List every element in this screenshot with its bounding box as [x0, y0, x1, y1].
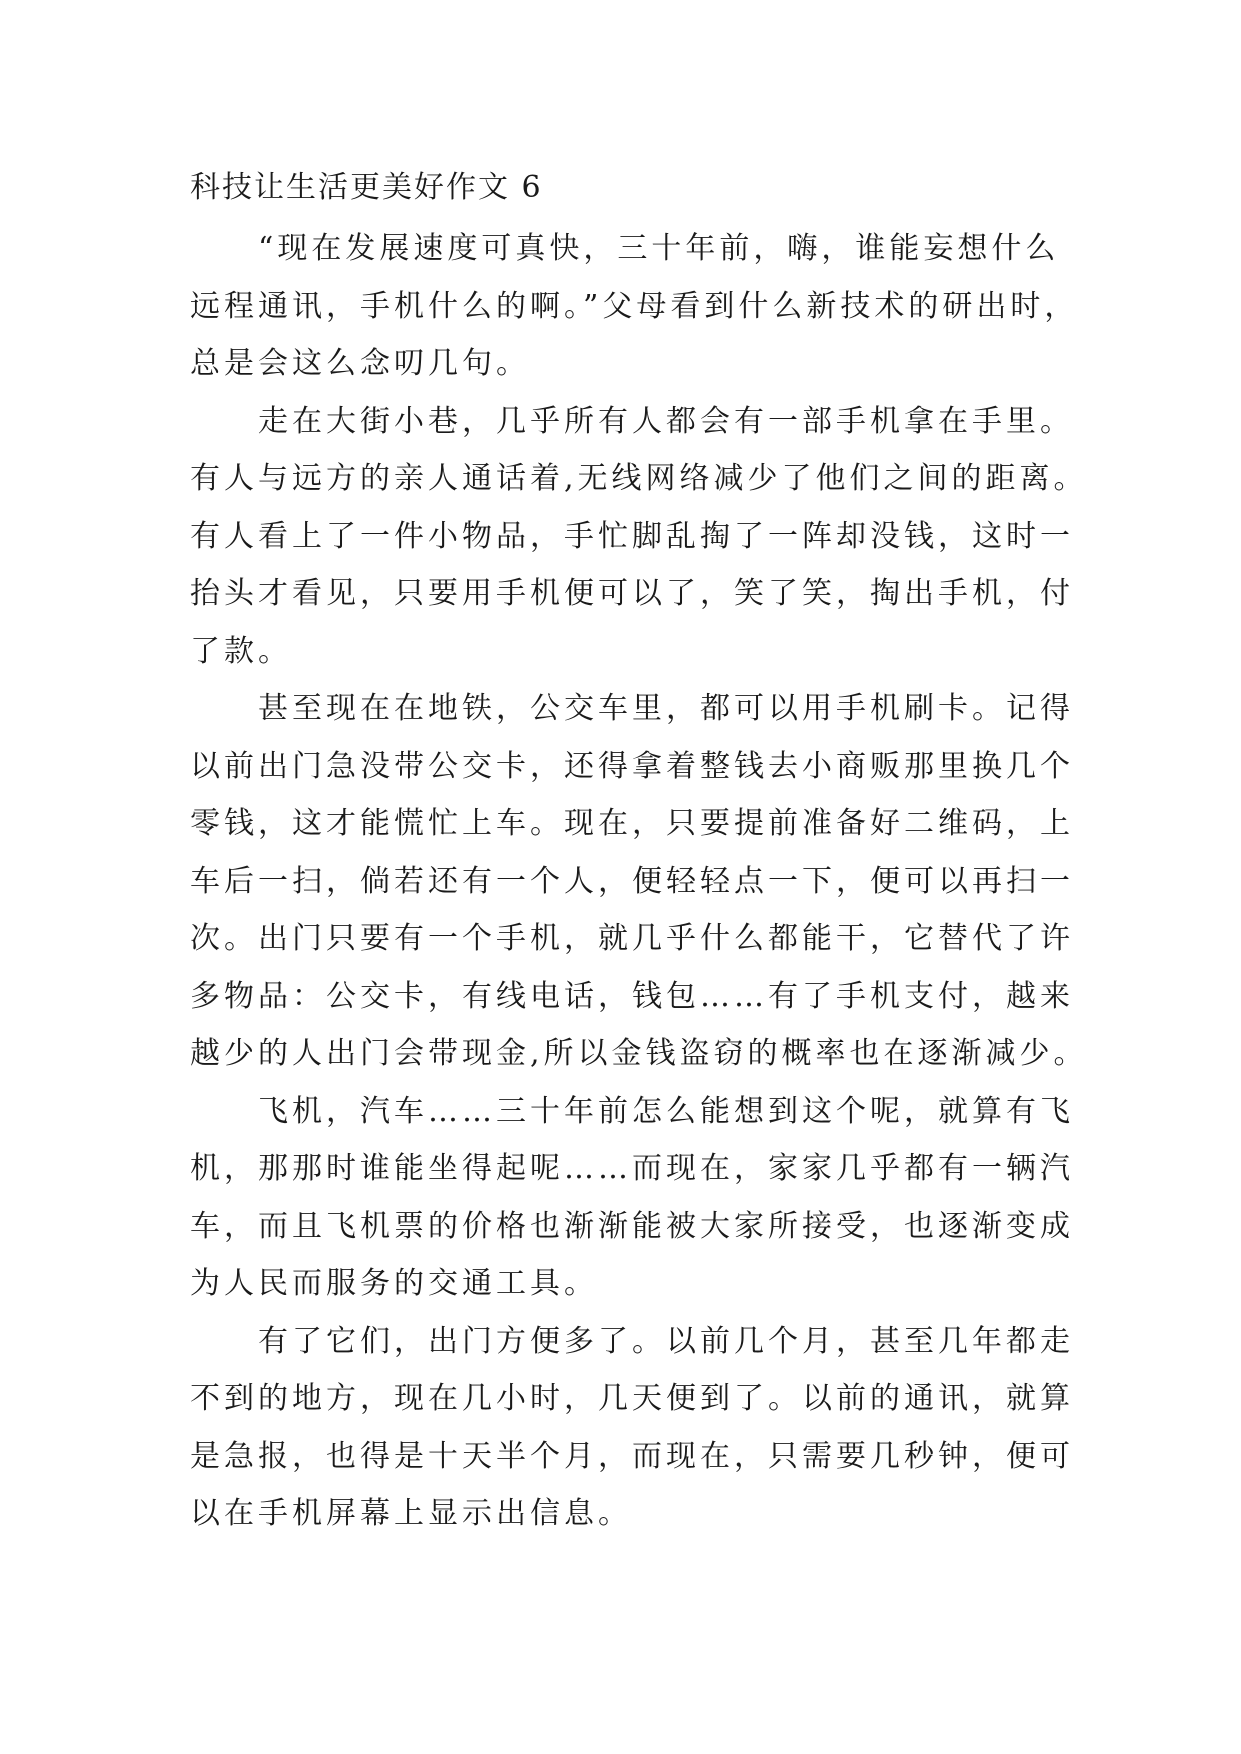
paragraph-line: 不到的地方，现在几小时，几天便到了。以前的通讯，就算 — [190, 1381, 1074, 1416]
paragraph-line: 有人看上了一件小物品，手忙脚乱掏了一阵却没钱，这时一 — [190, 518, 1074, 554]
paragraph-line: 以前出门急没带公交卡，还得拿着整钱去小商贩那里换几个 — [190, 748, 1074, 784]
paragraph-line: 次。出门只要有一个手机，就几乎什么都能干，它替代了许 — [190, 921, 1074, 956]
paragraph-line: 走在大街小巷，几乎所有人都会有一部手机拿在手里。 — [258, 403, 1074, 439]
paragraph-line: 了款。 — [190, 633, 292, 669]
paragraph-1 — [190, 220, 1079, 393]
paragraph-line: 抬头才看见，只要用手机便可以了，笑了笑，掏出手机，付 — [190, 576, 1074, 611]
paragraph-line: 有人与远方的亲人通话着,无线网络减少了他们之间的距离。 — [190, 461, 1088, 496]
paragraph-line: 机，那那时谁能坐得起呢……而现在，家家几乎都有一辆汽 — [190, 1151, 1074, 1186]
paragraph-line: 飞机，汽车……三十年前怎么能想到这个呢，就算有飞 — [258, 1093, 1074, 1129]
paragraph-line: 为人民而服务的交通工具。 — [190, 1266, 598, 1301]
paragraph-line: 总是会这么念叨几句。 — [190, 346, 530, 381]
paragraph-4 — [190, 1083, 1074, 1313]
paragraph-5 — [190, 1313, 1074, 1543]
paragraph-line: 车后一扫，倘若还有一个人，便轻轻点一下，便可以再扫一 — [190, 863, 1074, 899]
paragraph-line: “现在发展速度可真快，三十年前，嗨，谁能妄想什么 — [258, 231, 1060, 266]
paragraph-line: 是急报，也得是十天半个月，而现在，只需要几秒钟，便可 — [190, 1438, 1074, 1474]
paragraph-line: 有了它们，出门方便多了。以前几个月，甚至几年都走 — [258, 1323, 1074, 1359]
paragraph-3 — [190, 680, 1088, 1083]
paragraph-line: 车，而且飞机票的价格也渐渐能被大家所接受，也逐渐变成 — [190, 1208, 1074, 1244]
paragraph-2 — [190, 393, 1088, 681]
paragraph-line: 多物品：公交卡，有线电话，钱包……有了手机支付，越来 — [190, 978, 1074, 1014]
paragraph-line: 零钱，这才能慌忙上车。现在，只要提前准备好二维码，上 — [190, 806, 1074, 841]
document-body — [190, 160, 1088, 1543]
paragraph-line: 甚至现在在地铁，公交车里，都可以用手机刷卡。记得 — [258, 691, 1074, 726]
document-title: 科技让生活更美好作文 6 — [190, 170, 543, 205]
paragraph-line: 越少的人出门会带现金,所以金钱盗窃的概率也在逐渐减少。 — [190, 1036, 1088, 1071]
paragraph-line: 以在手机屏幕上显示出信息。 — [190, 1496, 632, 1531]
paragraph-line: 远程通讯，手机什么的啊。”父母看到什么新技术的研出时， — [190, 288, 1079, 324]
